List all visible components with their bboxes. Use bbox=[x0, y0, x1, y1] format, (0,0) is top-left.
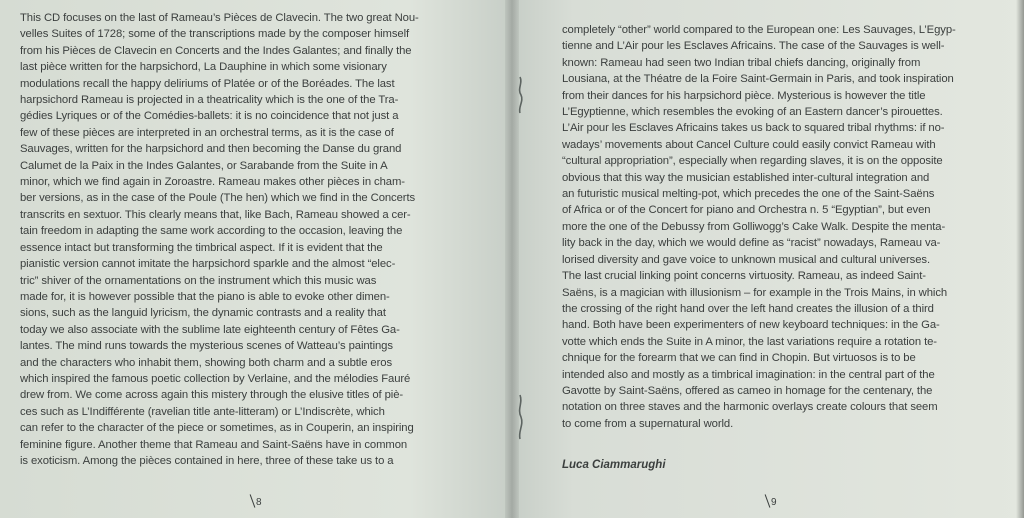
text-line: obvious that this way the musician established inter-cultural integration and bbox=[562, 171, 930, 184]
text-line: “cultural appropriation”, especially when regarding slaves, it is on the opposite bbox=[562, 155, 943, 168]
text-line: more the one of the Debussy from Golliwogg’s Cake Walk. Despite the menta- bbox=[562, 220, 946, 233]
text-line: The last crucial linking point concerns virtuosity. Rameau, as indeed Saint- bbox=[562, 270, 926, 283]
text-line: tric” shiver of the ornamentations on the instrument which this music was bbox=[20, 274, 377, 287]
text-line: few of these pièces are interpreted in an orchestral terms, as it is the case of bbox=[20, 126, 394, 139]
text-line: hand. Both have been experimenters of new keyboard techniques: in the Ga- bbox=[562, 319, 940, 332]
text-line: to come from a supernatural world. bbox=[562, 417, 734, 430]
text-line: the crossing of the right hand over the left hand creates the illusion of a third bbox=[562, 302, 934, 315]
text-line: can refer to the character of the piece or sometimes, as in Couperin, an inspiring bbox=[20, 422, 414, 435]
text-line: feminine figure. Another theme that Rameau and Saint-Saëns have in common bbox=[20, 438, 408, 451]
text-line: intended also and mostly as a timbrical imagination: in the central part of the bbox=[562, 368, 935, 381]
text-line: Lousiana, at the Théatre de la Foire Saint-Germain in Paris, and took inspiration bbox=[562, 73, 954, 86]
left-page-number: 8 bbox=[252, 494, 262, 508]
text-line: completely “other” world compared to the European one: Les Sauvages, L’Egyp- bbox=[562, 24, 956, 36]
text-line: of Africa or of the Concert for piano and Orchestra n. 5 “Egyptian”, but even bbox=[562, 204, 931, 217]
text-line: drew from. We come across again this mistery through the elusive titles of piè- bbox=[20, 389, 404, 402]
text-line: L’Egyptienne, which resembles the evoking of an Eastern dancer’s pirouettes. bbox=[562, 106, 943, 119]
text-line: known: Rameau had seen two Indian tribal chiefs dancing, originally from bbox=[562, 56, 921, 69]
text-line: an futuristic musical melting-pot, which precedes the one of the Saint-Saëns bbox=[562, 188, 935, 201]
text-line: Sauvages, written for the harpsichord and then becoming the Danse du grand bbox=[20, 143, 402, 156]
text-line: lantes. The mind runs towards the mysterious scenes of Watteau’s paintings bbox=[20, 340, 393, 353]
text-line: ber versions, as in the case of the Poule (The hen) which we find in the Concerts bbox=[20, 192, 416, 205]
text-line: made for, it is however possible that the piano is able to evoke other dimen- bbox=[20, 290, 390, 303]
text-line: transcrits en sextuor. This clearly means that, like Bach, Rameau showed a cer- bbox=[20, 208, 411, 221]
text-line: is exoticism. Among the pièces contained in here, three of these take us to a bbox=[20, 454, 394, 467]
text-line: wadays’ movements about Cancel Culture could easily convict Rameau with bbox=[562, 138, 936, 151]
text-line: tienne and L’Air pour les Esclaves Africains. The case of the Sauvages is well- bbox=[562, 40, 945, 53]
text-line: tain freedom in adapting the same work according to the occasion, leaving the bbox=[20, 225, 403, 238]
text-line: lity back in the day, which we would define as “racist” nowadays, Rameau va- bbox=[562, 237, 941, 250]
right-page-body-text bbox=[562, 22, 1002, 432]
text-line: harpsichord Rameau is projected in a theatricality which is the one of the Tra- bbox=[20, 94, 399, 107]
text-line: and the characters who inhabit them, showing both charm and a subtle eros bbox=[20, 356, 392, 369]
text-line: today we also associate with the sublime late eighteenth century of Fêtes Ga- bbox=[20, 323, 400, 336]
left-page-body-text bbox=[20, 10, 488, 469]
text-line: velles Suites of 1728; some of the transcriptions made by the composer himself bbox=[20, 28, 410, 41]
text-line: votte which ends the Suite in A minor, the last variations require a rotation te- bbox=[562, 335, 937, 348]
right-page bbox=[512, 0, 1024, 518]
text-line: lorised diversity and gave voice to unknown musical and cultural universes. bbox=[562, 253, 931, 266]
text-line: modulations recall the happy deliriums of Platée or of the Boréades. The last bbox=[20, 77, 395, 90]
text-line: last pièce written for the harpsichord, La Dauphine in which some visionary bbox=[20, 61, 387, 74]
author-signature: Luca Ciammarughi bbox=[562, 459, 666, 471]
page-edge-shadow bbox=[1016, 0, 1024, 518]
text-line: gédies Lyriques or of the Comédies-ballets: it is no coincidence that not just a bbox=[20, 110, 399, 123]
text-line: ces such as L’Indifférente (ravelian title ante-litteram) or L’Indiscrète, which bbox=[20, 405, 385, 418]
text-line: L’Air pour les Esclaves Africains takes us back to squared tribal rhythms: if no- bbox=[562, 122, 945, 135]
text-line: chnique for the forearm that we can find in Chopin. But virtuosos is to be bbox=[562, 352, 916, 365]
text-line: minor, which we find again in Zoroastre. Rameau makes other pièces in cham- bbox=[20, 176, 405, 189]
text-line: from their dances for his harpsichord pièce. Mysterious is however the title bbox=[562, 89, 926, 102]
text-line: Gavotte by Saint-Saëns, offered as cameo in homage for the centenary, the bbox=[562, 384, 933, 397]
text-line: sions, such as the languid lyricism, the dynamic contrasts and a reality that bbox=[20, 307, 386, 320]
text-line: Saëns, is a magician with illusionism – for example in the Trois Mains, in which bbox=[562, 286, 948, 299]
text-line: Calumet de la Paix in the Indes Galantes, or Sarabande from the Suite in A bbox=[20, 159, 388, 172]
text-line: which inspired the famous poetic collection by Verlaine, and the mélodies Fauré bbox=[20, 372, 411, 385]
text-line: This CD focuses on the last of Rameau’s Pièces de Clavecin. The two great Nou- bbox=[20, 12, 419, 24]
right-page-number: 9 bbox=[767, 494, 777, 508]
text-line: from his Pièces de Clavecin en Concerts and the Indes Galantes; and finally the bbox=[20, 44, 412, 57]
text-line: pianistic version cannot imitate the harpsichord sparkle and the almost “elec- bbox=[20, 258, 396, 271]
text-line: notation on three staves and the harmonic overlays create colours that seem bbox=[562, 401, 938, 414]
text-line: essence intact but transforming the timbrical aspect. If it is evident that the bbox=[20, 241, 383, 254]
